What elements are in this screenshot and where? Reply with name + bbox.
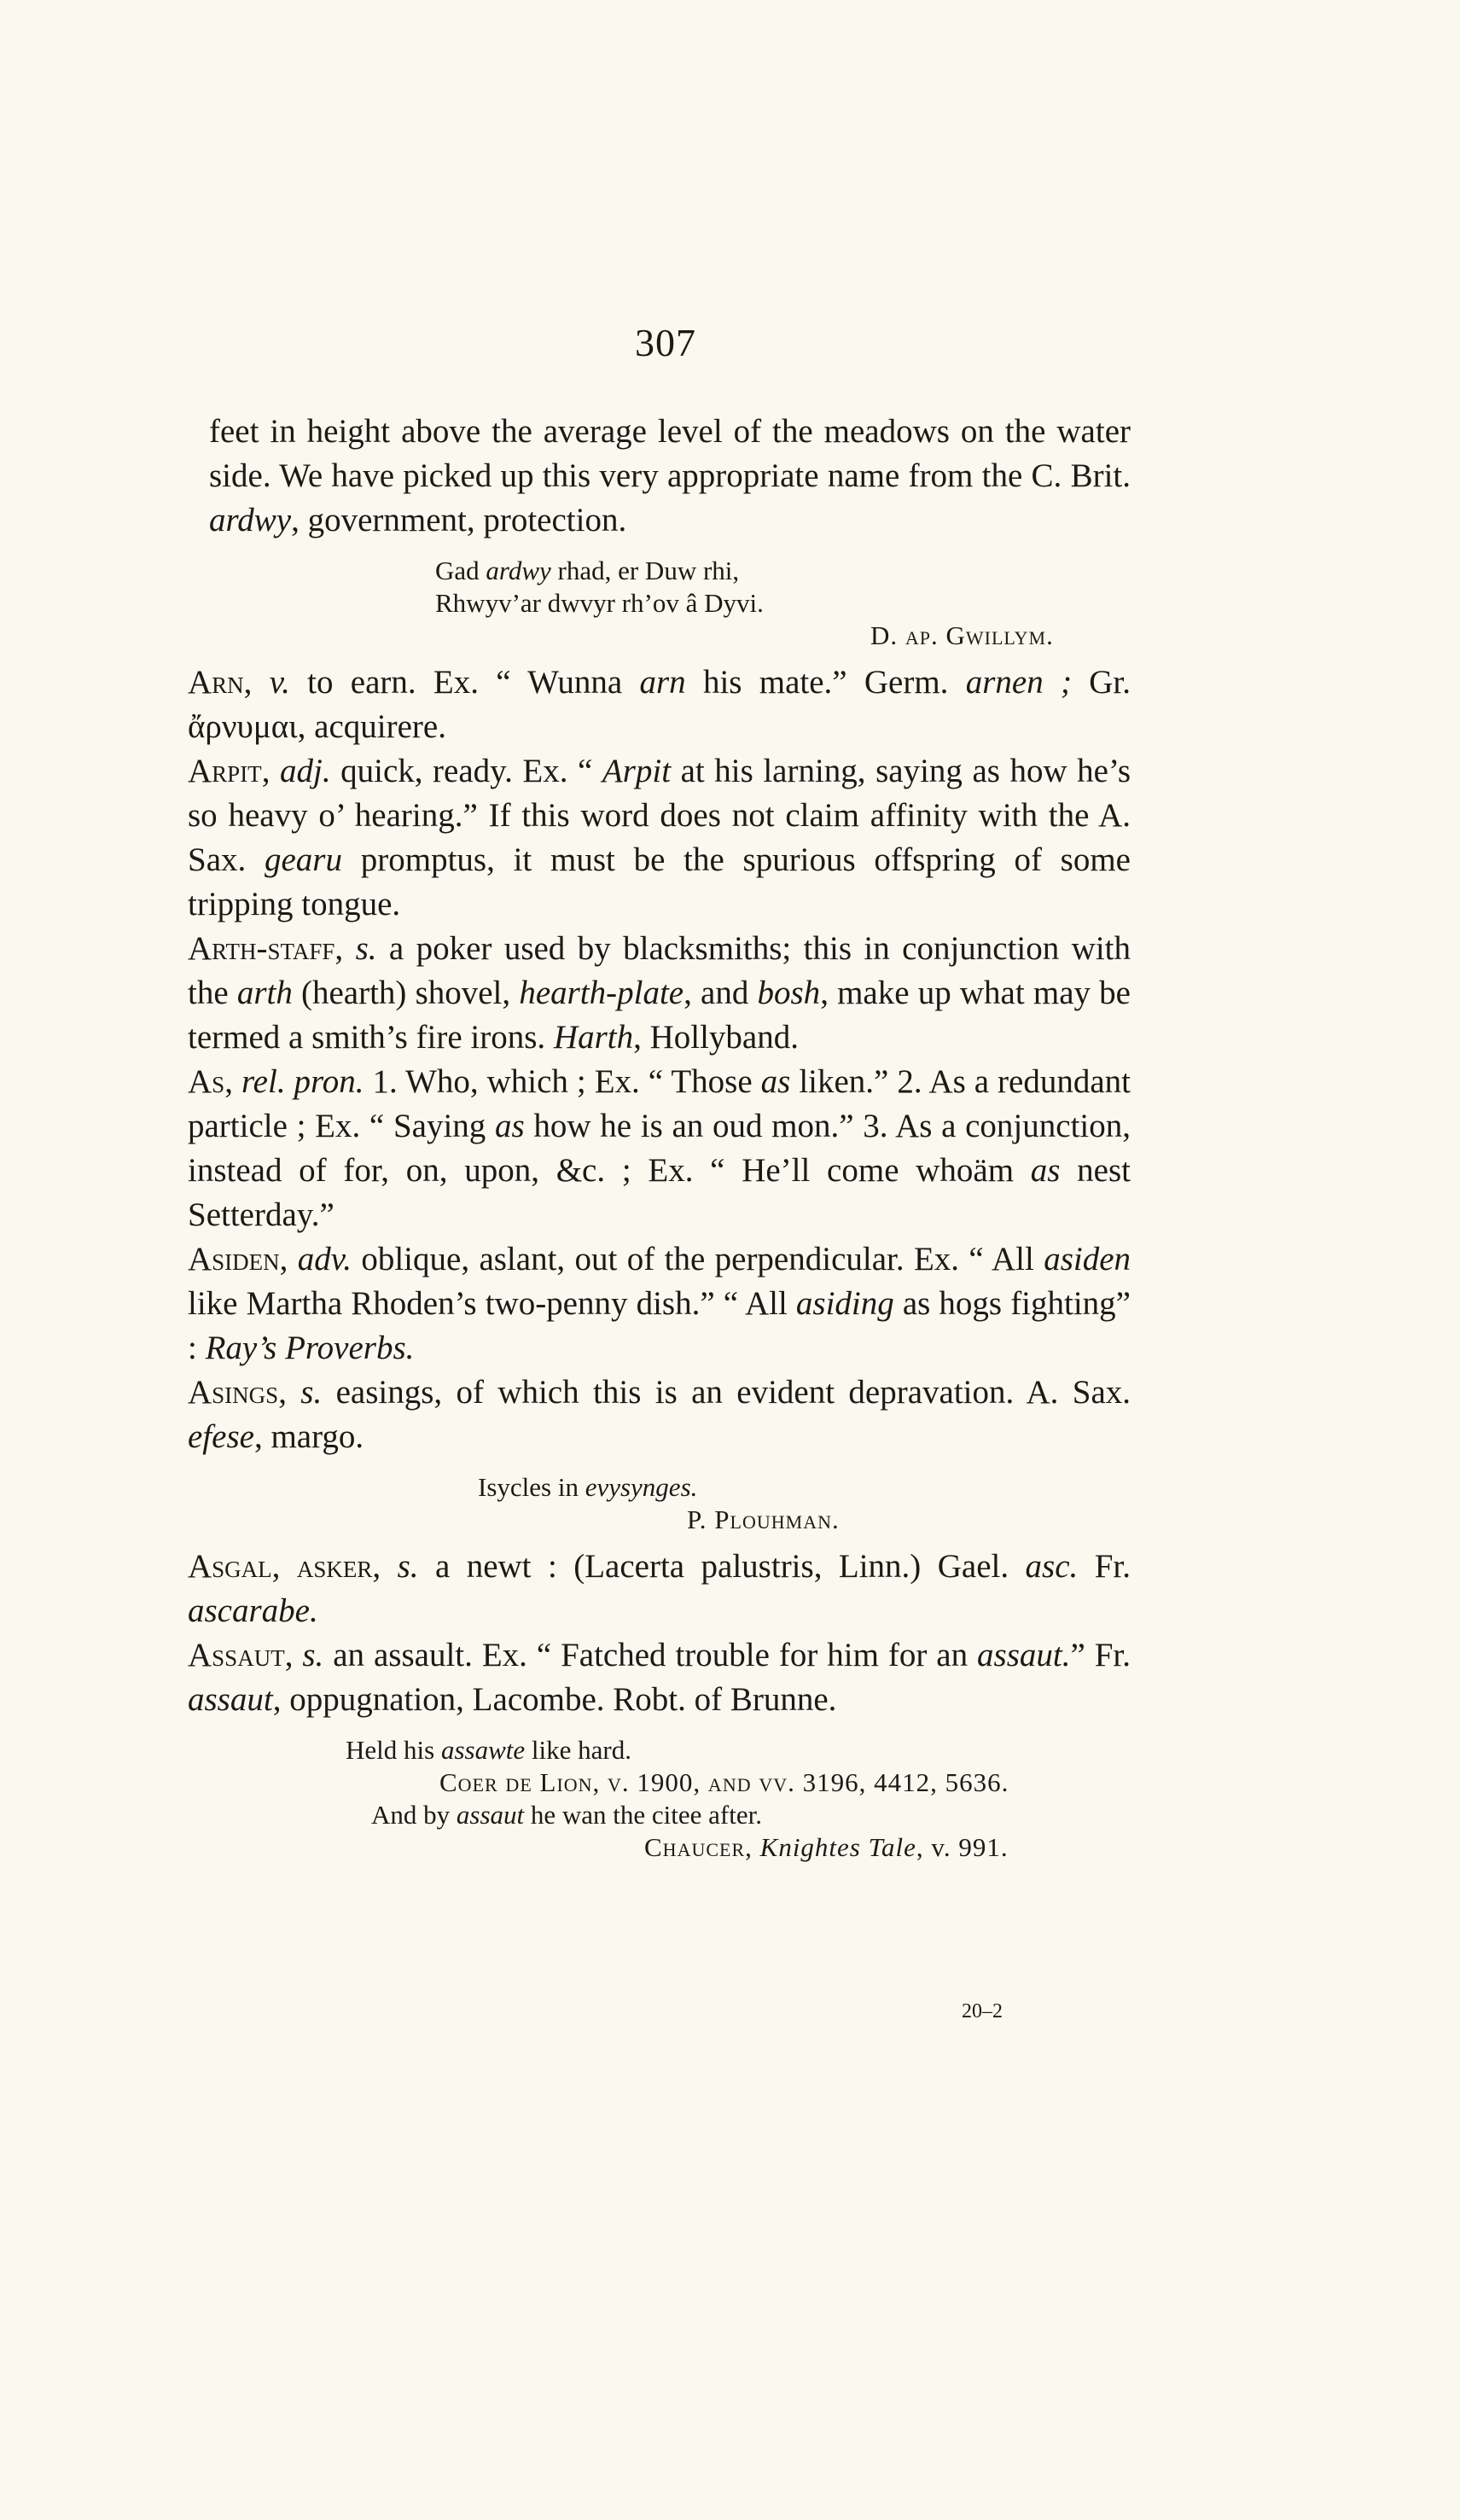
entry-asgal: Asgal, asker, s. a newt : (Lacerta palustris, Linn.) Gael. asc. Fr. ascarabe. (188, 1548, 1131, 1629)
entry-arth-staff: Arth-staff, s. a poker used by blacksmiths; this in conjunction with the arth (hearth) shovel, hearth-plate, and bosh, make up what may be termed a smith’s fire irons. Harth, Hollyband. (188, 930, 1131, 1056)
grammar-label: rel. pron. (241, 1063, 364, 1100)
quote-plouhman (209, 1471, 1131, 1536)
entry-assaut: Assaut, s. an assault. Ex. “ Fatched trouble for him for an assaut.” Fr. assaut, oppugnation, Lacombe. Robt. of Brunne. (188, 1637, 1131, 1718)
headword: Arth-staff (188, 930, 335, 967)
headword: Arpit (188, 753, 262, 789)
headword: Asiden (188, 1241, 280, 1277)
quote-line: Gad ardwy rhad, er Duw rhi, (435, 556, 740, 585)
grammar-label: adj. (279, 753, 331, 789)
headword: As (188, 1063, 225, 1100)
page-number: 307 (635, 321, 696, 364)
quote-line: Held his assawte like hard. (346, 1735, 631, 1765)
glossary-text (188, 410, 1131, 1872)
grammar-label: adv. (297, 1241, 352, 1277)
quote-attribution: Chaucer, Knightes Tale, v. 991. (644, 1832, 1009, 1862)
opening-text: feet in height above the average level of the meadows on the water side. We have picked up this very appropriate name from the C. Brit. (209, 413, 1131, 494)
entry-as: As, rel. pron. 1. Who, which ; Ex. “ Those as liken.” 2. As a redundant particle ; Ex. “ Saying as how he is an oud mon.” 3. As a conjunction, instead of for, on, upon, &c. ; Ex. “ He’ll come whoäm as nest Setterday.” (188, 1063, 1131, 1233)
headword: Asgal, asker (188, 1548, 373, 1585)
grammar-label: s. (302, 1637, 324, 1673)
headword: Arn (188, 664, 244, 701)
quote-attribution: D. ap. Gwillym. (870, 620, 1054, 650)
quote-gwillym (209, 555, 1131, 652)
opening-text-end: , government, protection. (291, 502, 627, 538)
grammar-label: v. (269, 664, 290, 701)
quote-line: Rhwyv’ar dwvyr rh’ov â Dyvi. (435, 588, 764, 618)
grammar-label: s. (397, 1548, 419, 1585)
quote-assaut (209, 1734, 1131, 1864)
opening-italic: ardwy (209, 502, 292, 538)
entry-arpit: Arpit, adj. quick, ready. Ex. “ Arpit at his larning, saying as how he’s so heavy o’ hearing.” If this word does not claim affinity with the A. Sax. gearu promptus, it must be the spurious offspring of some tripping tongue. (188, 753, 1131, 922)
quote-attribution: Coer de Lion, v. 1900, and vv. 3196, 4412, 5636. (439, 1767, 1009, 1797)
grammar-label: s. (355, 930, 377, 967)
quote-line: And by assaut he wan the citee after. (371, 1800, 762, 1830)
entry-asiden: Asiden, adv. oblique, aslant, out of the perpendicular. Ex. “ All asiden like Martha Rhoden’s two-penny dish.” “ All asiding as hogs fighting” : Ray’s Proverbs. (188, 1241, 1131, 1366)
headword: Asings (188, 1374, 279, 1411)
headword: Assaut (188, 1637, 285, 1673)
opening-paragraph (209, 410, 1131, 543)
entry-asings: Asings, s. easings, of which this is an evident depravation. A. Sax. efese, margo. (188, 1374, 1131, 1455)
sheet-signature-mark: 20–2 (962, 2000, 1003, 2022)
entry-arn: Arn, v. to earn. Ex. “ Wunna arn his mate.” Germ. arnen ; Gr. ἄρνυμαι, acquirere. (188, 664, 1131, 745)
grammar-label: s. (300, 1374, 323, 1411)
quote-attribution: P. Plouhman. (687, 1504, 840, 1534)
quote-line: Isycles in evysynges. (478, 1472, 698, 1502)
